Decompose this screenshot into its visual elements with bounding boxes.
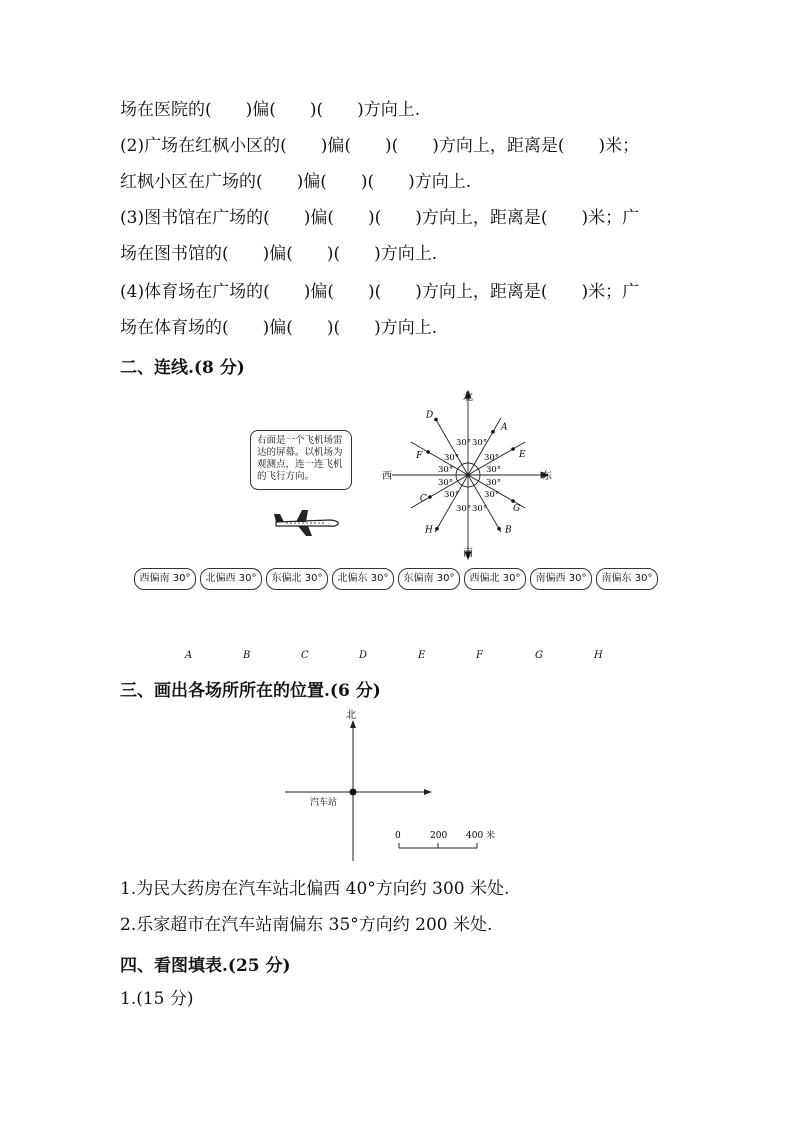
option-pill-8[interactable]: 南偏东 30°	[596, 568, 658, 590]
radar-point-dot	[497, 527, 501, 531]
airplane-icon	[272, 508, 342, 538]
option-pill-3[interactable]: 东偏北 30°	[266, 568, 328, 590]
radar-point-label: G	[513, 504, 521, 514]
task-line-2: 2.乐家超市在汽车站南偏东 35°方向约 200 米处.	[120, 915, 493, 935]
scale-label-0: 0	[395, 831, 401, 841]
section-4-heading: 四、看图填表.(25 分)	[120, 956, 291, 976]
question-line-1: 场在医院的( )偏( )( )方向上.	[120, 100, 421, 120]
question-line-7: 场在体育场的( )偏( )( )方向上.	[120, 318, 438, 338]
option-pill-4[interactable]: 北偏东 30°	[332, 568, 394, 590]
radar-north-label: 北	[463, 392, 473, 403]
question-line-5: 场在图书馆的( )偏( )( )方向上.	[120, 244, 438, 264]
option-pill-7[interactable]: 南偏西 30°	[530, 568, 592, 590]
radar-angle-label: 30°	[444, 490, 460, 500]
radar-east-label: 东	[542, 471, 552, 482]
radar-point-dot	[491, 430, 495, 434]
radar-angle-label: 30°	[444, 453, 460, 463]
radar-point-label: C	[419, 494, 427, 504]
position-diagram	[280, 706, 510, 866]
radar-angle-label: 30°	[438, 478, 454, 488]
radar-point-dot	[428, 495, 432, 499]
answer-letter-h[interactable]: H	[594, 650, 603, 661]
question-line-2: (2)广场在红枫小区的( )偏( )( )方向上，距离是( )米；	[120, 136, 640, 156]
radar-note: 右面是一个飞机场雷达的屏幕。以机场为观测点，连一连飞机的飞行方向。	[250, 430, 352, 490]
bus-station-label: 汽车站	[310, 798, 338, 808]
section-3-heading: 三、画出各场所所在的位置.(6 分)	[120, 681, 381, 701]
radar-point-label: F	[416, 451, 423, 461]
radar-point-dot	[426, 450, 430, 454]
radar-angle-label: 30°	[486, 478, 502, 488]
radar-point-dot	[511, 447, 515, 451]
answer-letter-b[interactable]: B	[243, 650, 251, 661]
radar-angle-label: 30°	[472, 504, 488, 514]
answer-letter-a[interactable]: A	[185, 650, 193, 661]
radar-point-dot	[434, 418, 438, 422]
radar-point-dot	[435, 527, 439, 531]
radar-point-label: D	[426, 410, 434, 421]
section-2-heading: 二、连线.(8 分)	[120, 358, 245, 378]
question-line-4: (3)图书馆在广场的( )偏( )( )方向上，距离是( )米；广	[120, 208, 640, 228]
radar-angle-label: 30°	[456, 438, 472, 448]
section-4-subquestion: 1.(15 分)	[120, 989, 194, 1009]
radar-west-label: 西	[382, 471, 392, 482]
north-label: 北	[346, 710, 356, 721]
answer-letter-f[interactable]: F	[476, 650, 483, 661]
radar-angle-label: 30°	[486, 465, 502, 475]
radar-point-label: A	[501, 422, 508, 433]
radar-angle-label: 30°	[472, 438, 488, 448]
radar-point-label: B	[505, 525, 512, 536]
question-line-3: 红枫小区在广场的( )偏( )( )方向上.	[120, 172, 472, 192]
radar-angle-label: 30°	[484, 453, 500, 463]
answer-letter-d[interactable]: D	[359, 650, 368, 661]
option-pill-6[interactable]: 西偏北 30°	[464, 568, 526, 590]
scale-label-200: 200	[430, 831, 448, 841]
radar-south-label: 南	[463, 548, 473, 559]
question-line-6: (4)体育场在广场的( )偏( )( )方向上，距离是( )米；广	[120, 282, 640, 302]
answer-letter-g[interactable]: G	[535, 650, 543, 661]
answer-letter-c[interactable]: C	[301, 650, 309, 661]
task-line-1: 1.为民大药房在汽车站北偏西 40°方向约 300 米处.	[120, 879, 510, 899]
option-pill-2[interactable]: 北偏西 30°	[200, 568, 262, 590]
option-pill-1[interactable]: 西偏南 30°	[134, 568, 196, 590]
bus-station-dot	[350, 789, 357, 796]
radar-diagram	[370, 388, 570, 563]
radar-angle-label: 30°	[484, 490, 500, 500]
option-pill-5[interactable]: 东偏南 30°	[398, 568, 460, 590]
answer-letter-e[interactable]: E	[418, 650, 426, 661]
radar-point-label: E	[519, 450, 526, 460]
radar-point-dot	[511, 499, 515, 503]
scale-label-400: 400 米	[466, 831, 496, 841]
radar-point-label: H	[425, 525, 433, 536]
radar-angle-label: 30°	[456, 504, 472, 514]
radar-angle-label: 30°	[438, 465, 454, 475]
